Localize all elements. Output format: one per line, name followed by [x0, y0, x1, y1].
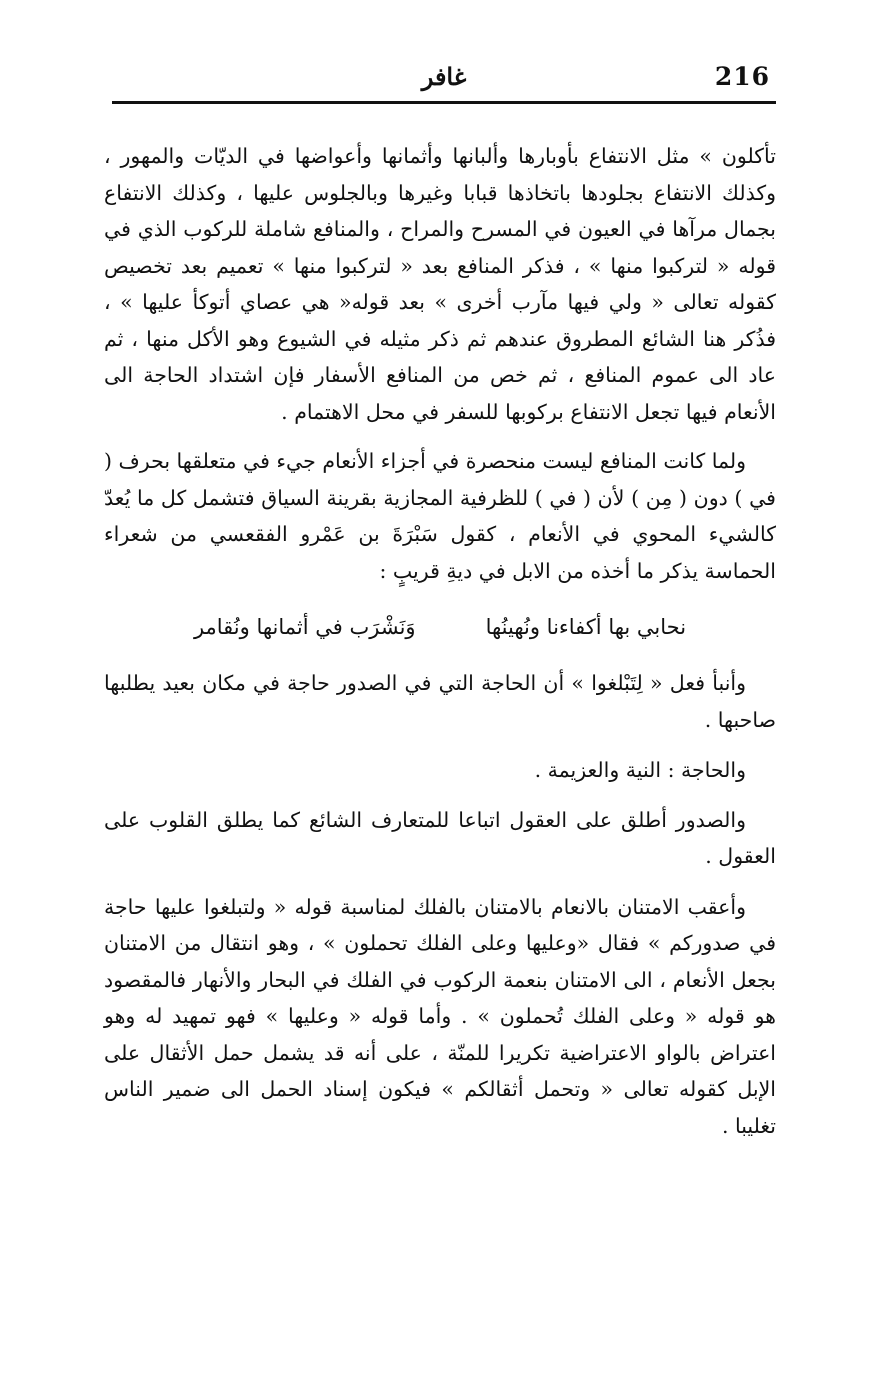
verse-first-hemistich: نحابي بها أكفاءنا ونُهينُها [485, 615, 687, 639]
paragraph-3: وأنبأ فعل « لِتَبْلغوا » أن الحاجة التي في الصدور حاجة في مكان بعيد يطلبها صاحبها . [104, 671, 776, 732]
paragraph-2: ولما كانت المنافع ليست منحصرة في أجزاء الأنعام جيء في متعلقها بحرف ( في ) دون ( مِن ) لأن ( في ) للظرفية المجازية بقرينة السياق فتشمل كل ما يُعدّ كالشيء المحوي في الأنعام ، كقول سَبْرَةَ بن عَمْرو الفقعسي من شعراء الحماسة يذكر ما أخذه من الابل في ديةِ قريبٍ : [104, 449, 776, 583]
paragraph-1: تأكلون » مثل الانتفاع بأوبارها وألبانها وأثمانها وأعواضها في الديّات والمهور ، وكذلك الانتفاع بجلودها باتخاذها قبابا وغيرها وبالجلوس عليها ، وكذلك الانتفاع بجمال مرآها في العيون في المسرح والمراح ، والمنافع شاملة للركوب الذي في قوله « لتركبوا منها » ، فذكر المنافع بعد « لتركبوا منها » تعميم بعد تخصيص كقوله تعالى « ولي فيها مآرب أخرى » بعد قوله« هي عصاي أتوكأ عليها » ، فذُكر هنا الشائع المطروق عندهم ثم ذكر مثيله في الشيوع وهو الأكل منها ، ثم عاد الى عموم المنافع ، ثم خص من المنافع الأسفار فإن اشتداد الحاجة الى الأنعام فيها تجعل الانتفاع بركوبها للسفر في محل الاهتمام . [104, 144, 776, 424]
poetry-verse [104, 609, 776, 645]
verse-second-hemistich: وَنَشْرَب في أثمانها ونُقامر [193, 615, 416, 639]
running-title: غافر [421, 62, 467, 91]
main-text [104, 138, 776, 1144]
paragraph-5: والصدور أطلق على العقول اتباعا للمتعارف الشائع كما يطلق القلوب على العقول . [104, 807, 776, 868]
paragraph-6: وأعقب الامتنان بالانعام بالامتنان بالفلك لمناسبة قوله « ولتبلغوا عليها حاجة في صدوركم » فقال «وعليها وعلى الفلك تحملون » ، وهو انتقال من الامتنان بجعل الأنعام ، الى الامتنان بنعمة الركوب في الفلك في البحار والأنهار فالمقصود هو قوله « وعلى الفلك تُحملون » . وأما قوله « وعليها » فهو تمهيد له وهو اعتراض بالواو الاعتراضية تكريرا للمنّة ، على أنه قد يشمل حمل الأثقال على الإبل كقوله تعالى « وتحمل أثقالكم » فيكون إسناد الحمل الى ضمير الناس تغليبا . [104, 894, 776, 1138]
paragraph-4: والحاجة : النية والعزيمة . [534, 758, 746, 782]
page-number: 216 [714, 62, 770, 91]
header-divider [112, 101, 776, 104]
page-header [112, 62, 776, 102]
